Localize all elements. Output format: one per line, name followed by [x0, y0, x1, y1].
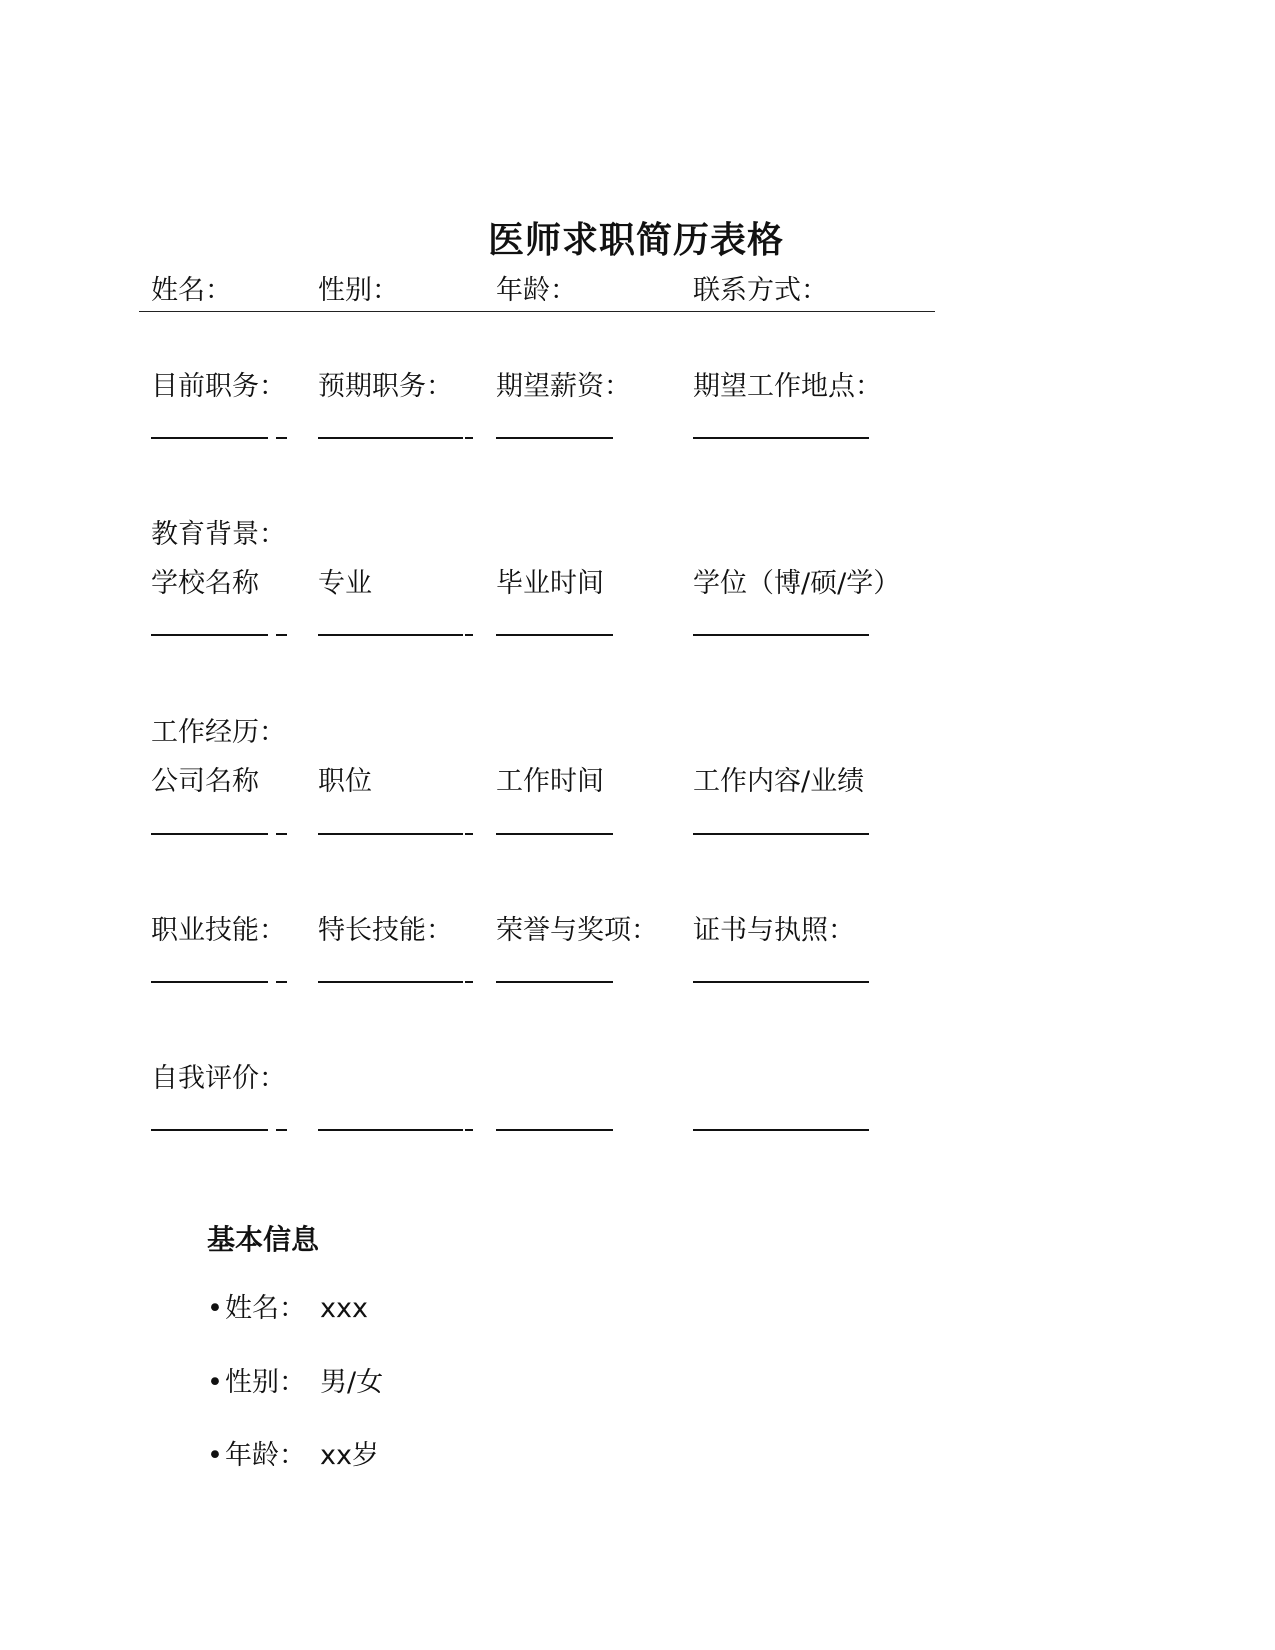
- work-content-label: 工作内容/业绩: [693, 766, 865, 797]
- blank-line: [693, 1129, 869, 1131]
- self-evaluation-blanks: [0, 1129, 1275, 1139]
- work-section-label: 工作经历：: [151, 717, 286, 748]
- blank-line: [151, 981, 268, 983]
- blank-line: [693, 634, 869, 636]
- blank-line: [465, 634, 473, 636]
- education-columns-row: [0, 566, 1275, 606]
- work-columns-row: [0, 764, 1275, 804]
- current-position-label: 目前职务：: [151, 371, 286, 402]
- blank-line: [496, 981, 613, 983]
- blank-line: [496, 1129, 613, 1131]
- skills-row: [0, 913, 1275, 953]
- info-value: xxx: [320, 1293, 368, 1324]
- graduation-time-label: 毕业时间: [496, 568, 604, 599]
- blank-line: [318, 437, 463, 439]
- expected-position-label: 预期职务：: [318, 371, 453, 402]
- education-section-row: [0, 517, 1275, 557]
- job-expectation-row: [0, 369, 1275, 409]
- basic-info-heading: 基本信息: [207, 1223, 320, 1256]
- blank-line: [693, 437, 869, 439]
- header-underline: [139, 311, 935, 312]
- list-item-age: [207, 1438, 379, 1474]
- blank-line: [276, 634, 287, 636]
- blank-line: [151, 833, 268, 835]
- professional-skills-label: 职业技能：: [151, 915, 286, 946]
- info-label: 性别：: [225, 1367, 306, 1398]
- education-blanks: [0, 634, 1275, 644]
- bullet-icon: •: [207, 1367, 223, 1398]
- company-name-label: 公司名称: [151, 766, 259, 797]
- bullet-icon: •: [207, 1293, 223, 1324]
- work-section-row: [0, 715, 1275, 755]
- blank-line: [496, 634, 613, 636]
- field-age-label: 年龄：: [496, 275, 577, 306]
- blank-line: [465, 981, 473, 983]
- blank-line: [318, 833, 463, 835]
- blank-line: [151, 1129, 268, 1131]
- expected-salary-label: 期望薪资：: [496, 371, 631, 402]
- degree-label: 学位（博/硕/学）: [693, 568, 901, 599]
- self-evaluation-label: 自我评价：: [151, 1063, 286, 1094]
- list-item-name: [207, 1291, 368, 1327]
- work-blanks: [0, 833, 1275, 843]
- job-title-label: 职位: [318, 766, 372, 797]
- special-skills-label: 特长技能：: [318, 915, 453, 946]
- blank-line: [276, 833, 287, 835]
- skills-blanks: [0, 981, 1275, 991]
- expected-location-label: 期望工作地点：: [693, 371, 882, 402]
- blank-line: [318, 634, 463, 636]
- blank-line: [496, 833, 613, 835]
- job-expectation-blanks: [0, 437, 1275, 447]
- blank-line: [318, 1129, 463, 1131]
- blank-line: [465, 833, 473, 835]
- blank-line: [465, 437, 473, 439]
- blank-line: [276, 1129, 287, 1131]
- self-evaluation-row: [0, 1061, 1275, 1101]
- blank-line: [151, 437, 268, 439]
- info-value: 男/女: [320, 1367, 384, 1398]
- blank-line: [496, 437, 613, 439]
- document-title: 医师求职简历表格: [488, 220, 785, 261]
- certificates-label: 证书与执照：: [693, 915, 855, 946]
- blank-line: [276, 437, 287, 439]
- work-time-label: 工作时间: [496, 766, 604, 797]
- blank-line: [693, 981, 869, 983]
- field-gender-label: 性别：: [318, 275, 399, 306]
- blank-line: [693, 833, 869, 835]
- info-label: 年龄：: [225, 1440, 306, 1471]
- blank-line: [151, 634, 268, 636]
- header-fields-row: [0, 273, 1275, 313]
- school-name-label: 学校名称: [151, 568, 259, 599]
- blank-line: [465, 1129, 473, 1131]
- education-section-label: 教育背景：: [151, 519, 286, 550]
- field-name-label: 姓名：: [151, 275, 232, 306]
- blank-line: [276, 981, 287, 983]
- info-label: 姓名：: [225, 1293, 306, 1324]
- blank-line: [318, 981, 463, 983]
- honors-awards-label: 荣誉与奖项：: [496, 915, 658, 946]
- major-label: 专业: [318, 568, 372, 599]
- bullet-icon: •: [207, 1440, 223, 1471]
- list-item-gender: [207, 1365, 383, 1401]
- info-value: xx岁: [320, 1440, 379, 1471]
- field-contact-label: 联系方式：: [693, 275, 828, 306]
